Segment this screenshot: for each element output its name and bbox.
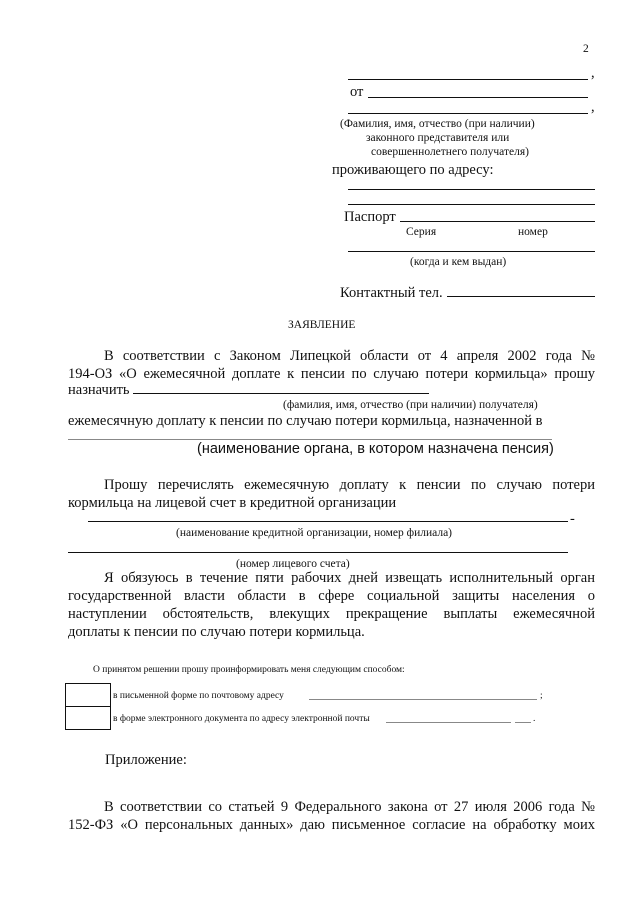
postal-address-line[interactable] — [309, 699, 537, 700]
from-line-2[interactable] — [348, 113, 588, 114]
para3-line1: Я обязуюсь в течение пяти рабочих дней извещать исполнительный орган — [104, 570, 595, 586]
address-line-1[interactable] — [348, 189, 595, 190]
postal-checkbox[interactable] — [65, 683, 111, 707]
para1-line4: ежемесячную доплату к пенсии по случаю потери кормильца, назначенной в — [68, 413, 543, 429]
phone-line[interactable] — [447, 296, 595, 297]
recipient-hint: (фамилия, имя, отчество (при наличии) получателя) — [283, 399, 538, 411]
email-checkbox[interactable] — [65, 706, 111, 730]
document-title: ЗАЯВЛЕНИЕ — [288, 319, 356, 331]
addressee-line[interactable] — [348, 79, 588, 80]
postal-option-label: в письменной форме по почтовому адресу — [113, 691, 284, 701]
bank-hint: (наименование кредитной организации, номер филиала) — [176, 527, 453, 539]
comma-2: , — [591, 99, 595, 115]
issued-line[interactable] — [348, 251, 595, 252]
postal-option-end: ; — [540, 691, 543, 701]
bank-dash: - — [570, 511, 575, 527]
para2-line2: кормильца на лицевой счет в кредитной организации — [68, 495, 397, 511]
organ-hint: (наименование органа, в котором назначена пенсия) — [197, 441, 554, 457]
email-option-end: . — [533, 714, 536, 724]
page-number: 2 — [583, 43, 589, 55]
passport-label: Паспорт — [344, 209, 396, 225]
number-label: номер — [518, 226, 548, 238]
passport-line[interactable] — [400, 221, 595, 222]
series-label: Серия — [406, 226, 437, 238]
para3-line2: государственной власти области в сфере социальной защиты населения о — [68, 588, 595, 604]
para3-line4: доплаты к пенсии по случаю потери кормильца. — [68, 624, 365, 640]
from-label: от — [350, 84, 364, 100]
para1-line3-prefix: назначить — [68, 382, 130, 398]
notify-intro: О принятом решении прошу проинформировать меня следующим способом: — [93, 665, 405, 675]
comma-1: , — [591, 65, 595, 81]
consent-line2: 152-ФЗ «О персональных данных» даю письменное согласие на обработку моих — [68, 817, 595, 833]
phone-label: Контактный тел. — [340, 285, 443, 301]
name-hint-2: законного представителя или — [366, 132, 510, 144]
para2-line1: Прошу перечислять ежемесячную доплату к пенсии по случаю потери — [104, 477, 595, 493]
email-address-line-2[interactable] — [515, 722, 531, 723]
name-hint-1: (Фамилия, имя, отчество (при наличии) — [340, 118, 535, 130]
appendix-label: Приложение: — [105, 752, 187, 768]
name-hint-3: совершеннолетнего получателя) — [371, 146, 529, 158]
account-line[interactable] — [68, 552, 568, 553]
email-option-label: в форме электронного документа по адресу электронной почты — [113, 714, 370, 724]
para1-line2: 194-ОЗ «О ежемесячной доплате к пенсии по случаю потери кормильца» прошу — [68, 366, 595, 382]
bank-line[interactable] — [88, 521, 568, 522]
address-label: проживающего по адресу: — [332, 162, 494, 178]
para1-line1: В соответствии с Законом Липецкой области от 4 апреля 2002 года № — [104, 348, 595, 364]
para3-line3: наступлении обстоятельств, влекущих прекращение выплаты ежемесячной — [68, 606, 595, 622]
account-hint: (номер лицевого счета) — [236, 558, 350, 570]
consent-line1: В соответствии со статьей 9 Федерального закона от 27 июля 2006 года № — [104, 799, 595, 815]
issued-hint: (когда и кем выдан) — [410, 256, 507, 268]
address-line-2[interactable] — [348, 204, 595, 205]
from-line[interactable] — [368, 97, 588, 98]
recipient-line[interactable] — [133, 393, 429, 394]
email-address-line[interactable] — [386, 722, 511, 723]
